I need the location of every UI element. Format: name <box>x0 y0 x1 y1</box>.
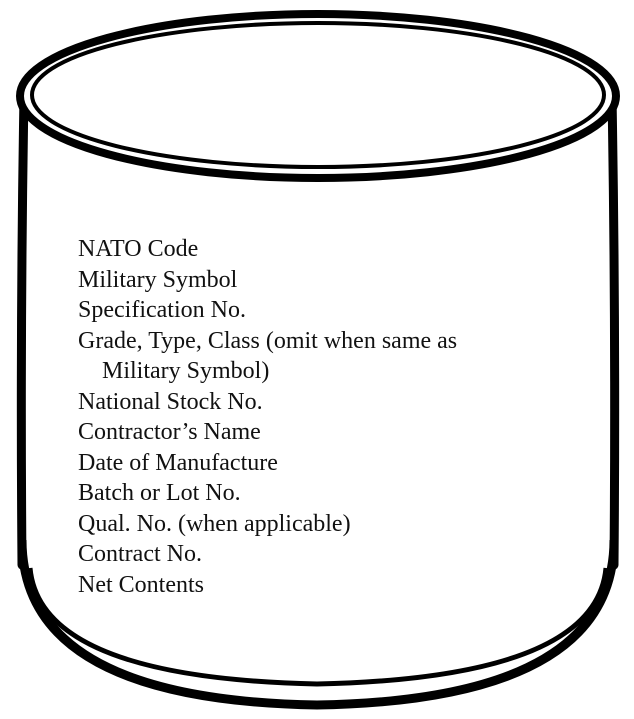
drum-right-wall <box>612 96 615 565</box>
marking-military-symbol: Military Symbol <box>78 266 238 293</box>
marking-grade-type-class: Grade, Type, Class (omit when same as <box>78 327 458 354</box>
marking-net-contents: Net Contents <box>78 571 204 598</box>
marking-national-stock-no: National Stock No. <box>78 388 263 415</box>
marking-specification-no: Specification No. <box>78 297 246 323</box>
drum-left-wall <box>21 96 24 565</box>
marking-contract-no: Contract No. <box>78 541 202 567</box>
marking-grade-type-class-continued: Military Symbol) <box>102 358 270 384</box>
marking-batch-or-lot-no: Batch or Lot No. <box>78 480 241 506</box>
marking-qual-no: Qual. No. (when applicable) <box>78 510 351 537</box>
marking-date-of-manufacture: Date of Manufacture <box>78 449 278 476</box>
drum-top-rim-outer <box>20 14 616 178</box>
marking-contractors-name: Contractor’s Name <box>78 419 261 445</box>
marking-nato-code: NATO Code <box>78 236 199 262</box>
marking-list <box>78 234 598 600</box>
